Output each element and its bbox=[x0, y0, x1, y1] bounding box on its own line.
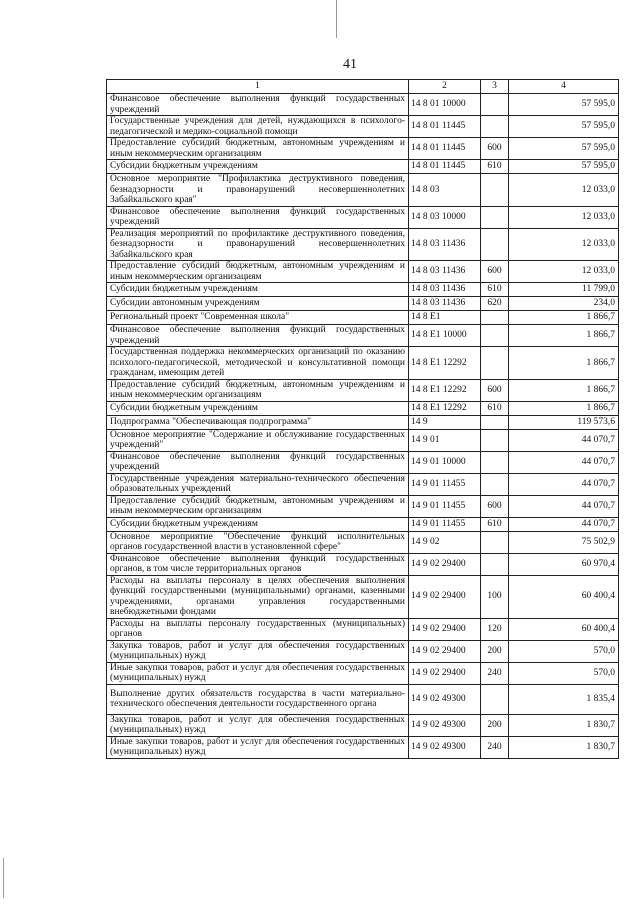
row-name-cell: Субсидии бюджетным учреждениям bbox=[107, 283, 409, 297]
row-expense-type-cell bbox=[481, 684, 509, 714]
table-header-row bbox=[107, 80, 619, 94]
page-number: 41 bbox=[343, 57, 357, 72]
table-row bbox=[107, 618, 619, 640]
table-row bbox=[107, 429, 619, 451]
table-row bbox=[107, 379, 619, 401]
row-expense-type-cell: 200 bbox=[481, 640, 509, 662]
row-expense-type-cell: 100 bbox=[481, 575, 509, 618]
table-row bbox=[107, 116, 619, 138]
column-header: 2 bbox=[409, 80, 481, 94]
row-name-cell: Основное мероприятие "Профилактика деструктивного поведения, безнадзорности и правонарушений несовершеннолетних Забайкальского края" bbox=[107, 174, 409, 207]
row-amount-cell: 1 866,7 bbox=[509, 311, 619, 325]
scan-mark-left bbox=[3, 858, 4, 898]
table-row bbox=[107, 138, 619, 160]
row-amount-cell: 570,0 bbox=[509, 640, 619, 662]
row-expense-type-cell: 600 bbox=[481, 261, 509, 283]
row-code-cell: 14 9 01 11455 bbox=[409, 473, 481, 495]
row-amount-cell: 1 830,7 bbox=[509, 736, 619, 758]
row-amount-cell: 60 970,4 bbox=[509, 553, 619, 575]
row-expense-type-cell bbox=[481, 228, 509, 261]
table-row bbox=[107, 297, 619, 311]
row-amount-cell: 60 400,4 bbox=[509, 575, 619, 618]
row-code-cell: 14 9 02 29400 bbox=[409, 662, 481, 684]
row-expense-type-cell bbox=[481, 451, 509, 473]
column-header: 1 bbox=[107, 80, 409, 94]
row-code-cell: 14 9 01 11455 bbox=[409, 517, 481, 531]
row-amount-cell: 1 866,7 bbox=[509, 347, 619, 380]
row-amount-cell: 57 595,0 bbox=[509, 160, 619, 174]
row-code-cell: 14 8 03 11436 bbox=[409, 297, 481, 311]
table-row bbox=[107, 684, 619, 714]
row-expense-type-cell: 120 bbox=[481, 618, 509, 640]
row-amount-cell: 57 595,0 bbox=[509, 116, 619, 138]
row-amount-cell: 1 866,7 bbox=[509, 401, 619, 415]
row-expense-type-cell bbox=[481, 429, 509, 451]
table-row bbox=[107, 415, 619, 429]
row-expense-type-cell: 600 bbox=[481, 495, 509, 517]
table-row bbox=[107, 662, 619, 684]
row-code-cell: 14 9 02 29400 bbox=[409, 553, 481, 575]
column-header: 3 bbox=[481, 80, 509, 94]
row-code-cell: 14 8 E1 bbox=[409, 311, 481, 325]
row-expense-type-cell bbox=[481, 174, 509, 207]
row-name-cell: Субсидии бюджетным учреждениям bbox=[107, 517, 409, 531]
table-row bbox=[107, 401, 619, 415]
table-row bbox=[107, 283, 619, 297]
row-code-cell: 14 8 03 11436 bbox=[409, 283, 481, 297]
row-code-cell: 14 9 bbox=[409, 415, 481, 429]
table-row bbox=[107, 325, 619, 347]
table-row bbox=[107, 575, 619, 618]
row-name-cell: Предоставление субсидий бюджетным, автономным учреждениям и иным некоммерческим организациям bbox=[107, 379, 409, 401]
row-name-cell: Предоставление субсидий бюджетным, автономным учреждениям и иным некоммерческим организациям bbox=[107, 495, 409, 517]
table-row bbox=[107, 553, 619, 575]
row-expense-type-cell bbox=[481, 531, 509, 553]
row-expense-type-cell: 600 bbox=[481, 379, 509, 401]
row-expense-type-cell: 610 bbox=[481, 283, 509, 297]
row-name-cell: Основное мероприятие "Обеспечение функций исполнительных органов государственной власти в установленной сфере" bbox=[107, 531, 409, 553]
column-header: 4 bbox=[509, 80, 619, 94]
row-amount-cell: 570,0 bbox=[509, 662, 619, 684]
row-code-cell: 14 8 03 11436 bbox=[409, 228, 481, 261]
row-name-cell: Финансовое обеспечение выполнения функций государственных учреждений bbox=[107, 94, 409, 116]
table-row bbox=[107, 94, 619, 116]
row-expense-type-cell: 200 bbox=[481, 714, 509, 736]
row-name-cell: Подпрограмма "Обеспечивающая подпрограмма" bbox=[107, 415, 409, 429]
row-expense-type-cell: 620 bbox=[481, 297, 509, 311]
row-expense-type-cell bbox=[481, 325, 509, 347]
row-code-cell: 14 9 02 49300 bbox=[409, 714, 481, 736]
row-amount-cell: 11 799,0 bbox=[509, 283, 619, 297]
row-code-cell: 14 8 E1 10000 bbox=[409, 325, 481, 347]
table-row bbox=[107, 206, 619, 228]
table-row bbox=[107, 228, 619, 261]
row-expense-type-cell bbox=[481, 206, 509, 228]
row-name-cell: Государственная поддержка некоммерческих организаций по оказанию психолого-педагогической, методической и консультативной помощи гражданам, имеющим детей bbox=[107, 347, 409, 380]
row-code-cell: 14 8 03 bbox=[409, 174, 481, 207]
row-name-cell: Предоставление субсидий бюджетным, автономным учреждениям и иным некоммерческим организациям bbox=[107, 138, 409, 160]
table-row bbox=[107, 160, 619, 174]
row-expense-type-cell: 610 bbox=[481, 401, 509, 415]
row-amount-cell: 44 070,7 bbox=[509, 473, 619, 495]
row-expense-type-cell: 240 bbox=[481, 662, 509, 684]
row-code-cell: 14 8 03 11436 bbox=[409, 261, 481, 283]
row-code-cell: 14 9 02 bbox=[409, 531, 481, 553]
row-code-cell: 14 8 E1 12292 bbox=[409, 379, 481, 401]
row-amount-cell: 234,0 bbox=[509, 297, 619, 311]
row-amount-cell: 44 070,7 bbox=[509, 451, 619, 473]
row-amount-cell: 1 830,7 bbox=[509, 714, 619, 736]
row-amount-cell: 1 835,4 bbox=[509, 684, 619, 714]
row-amount-cell: 75 502,9 bbox=[509, 531, 619, 553]
row-code-cell: 14 8 01 11445 bbox=[409, 160, 481, 174]
row-expense-type-cell bbox=[481, 116, 509, 138]
row-name-cell: Выполнение других обязательств государства в части материально-технического обеспечения деятельности государственного органа bbox=[107, 684, 409, 714]
row-amount-cell: 57 595,0 bbox=[509, 138, 619, 160]
row-name-cell: Расходы на выплаты персоналу государственных (муниципальных) органов bbox=[107, 618, 409, 640]
row-amount-cell: 12 033,0 bbox=[509, 261, 619, 283]
table-row bbox=[107, 714, 619, 736]
table-row bbox=[107, 473, 619, 495]
row-code-cell: 14 8 01 10000 bbox=[409, 94, 481, 116]
row-amount-cell: 60 400,4 bbox=[509, 618, 619, 640]
row-code-cell: 14 8 01 11445 bbox=[409, 138, 481, 160]
table-row bbox=[107, 311, 619, 325]
row-name-cell: Предоставление субсидий бюджетным, автономным учреждениям и иным некоммерческим организациям bbox=[107, 261, 409, 283]
row-name-cell: Государственные учреждения для детей, нуждающихся в психолого-педагогической и медико-социальной помощи bbox=[107, 116, 409, 138]
table-row bbox=[107, 261, 619, 283]
row-name-cell: Государственные учреждения материально-технического обеспечения образовательных учреждений bbox=[107, 473, 409, 495]
row-amount-cell: 44 070,7 bbox=[509, 495, 619, 517]
row-name-cell: Финансовое обеспечение выполнения функций государственных учреждений bbox=[107, 451, 409, 473]
row-code-cell: 14 9 01 10000 bbox=[409, 451, 481, 473]
row-code-cell: 14 9 02 29400 bbox=[409, 640, 481, 662]
row-expense-type-cell bbox=[481, 311, 509, 325]
row-code-cell: 14 9 02 49300 bbox=[409, 736, 481, 758]
row-amount-cell: 1 866,7 bbox=[509, 379, 619, 401]
row-amount-cell: 12 033,0 bbox=[509, 206, 619, 228]
row-amount-cell: 12 033,0 bbox=[509, 228, 619, 261]
row-expense-type-cell: 240 bbox=[481, 736, 509, 758]
row-amount-cell: 119 573,6 bbox=[509, 415, 619, 429]
row-name-cell: Закупка товаров, работ и услуг для обеспечения государственных (муниципальных) нужд bbox=[107, 714, 409, 736]
row-expense-type-cell bbox=[481, 347, 509, 380]
budget-table bbox=[106, 79, 619, 759]
table-row bbox=[107, 517, 619, 531]
row-expense-type-cell bbox=[481, 415, 509, 429]
row-expense-type-cell bbox=[481, 94, 509, 116]
table-row bbox=[107, 736, 619, 758]
row-name-cell: Субсидии автономным учреждениям bbox=[107, 297, 409, 311]
row-code-cell: 14 9 01 bbox=[409, 429, 481, 451]
row-expense-type-cell bbox=[481, 553, 509, 575]
row-amount-cell: 57 595,0 bbox=[509, 94, 619, 116]
row-name-cell: Основное мероприятие "Содержание и обслуживание государственных учреждений" bbox=[107, 429, 409, 451]
row-code-cell: 14 9 02 29400 bbox=[409, 575, 481, 618]
row-name-cell: Субсидии бюджетным учреждениям bbox=[107, 401, 409, 415]
row-name-cell: Расходы на выплаты персоналу в целях обеспечения выполнения функций государственными (муниципальными) органами, казенными учреждениями, органами управления государственными внебюджетными фондами bbox=[107, 575, 409, 618]
scan-mark-top bbox=[336, 0, 337, 38]
table-row bbox=[107, 640, 619, 662]
table-row bbox=[107, 451, 619, 473]
row-code-cell: 14 9 02 29400 bbox=[409, 618, 481, 640]
row-name-cell: Закупка товаров, работ и услуг для обеспечения государственных (муниципальных) нужд bbox=[107, 640, 409, 662]
table-row bbox=[107, 495, 619, 517]
row-amount-cell: 1 866,7 bbox=[509, 325, 619, 347]
row-code-cell: 14 8 01 11445 bbox=[409, 116, 481, 138]
row-amount-cell: 12 033,0 bbox=[509, 174, 619, 207]
row-name-cell: Субсидии бюджетным учреждениям bbox=[107, 160, 409, 174]
table-row bbox=[107, 531, 619, 553]
row-name-cell: Иные закупки товаров, работ и услуг для обеспечения государственных (муниципальных) нужд bbox=[107, 662, 409, 684]
row-name-cell: Финансовое обеспечение выполнения функций государственных учреждений bbox=[107, 206, 409, 228]
row-name-cell: Финансовое обеспечение выполнения функций государственных органов, в том числе территориальных органов bbox=[107, 553, 409, 575]
table-row bbox=[107, 174, 619, 207]
row-amount-cell: 44 070,7 bbox=[509, 517, 619, 531]
row-expense-type-cell: 600 bbox=[481, 138, 509, 160]
row-expense-type-cell: 610 bbox=[481, 517, 509, 531]
row-name-cell: Реализация мероприятий по профилактике деструктивного поведения, безнадзорности и правонарушений несовершеннолетних Забайкальского края bbox=[107, 228, 409, 261]
row-expense-type-cell: 610 bbox=[481, 160, 509, 174]
row-expense-type-cell bbox=[481, 473, 509, 495]
row-code-cell: 14 8 03 10000 bbox=[409, 206, 481, 228]
row-code-cell: 14 8 E1 12292 bbox=[409, 347, 481, 380]
row-name-cell: Иные закупки товаров, работ и услуг для обеспечения государственных (муниципальных) нужд bbox=[107, 736, 409, 758]
row-name-cell: Финансовое обеспечение выполнения функций государственных учреждений bbox=[107, 325, 409, 347]
row-code-cell: 14 8 E1 12292 bbox=[409, 401, 481, 415]
row-code-cell: 14 9 02 49300 bbox=[409, 684, 481, 714]
row-amount-cell: 44 070,7 bbox=[509, 429, 619, 451]
row-code-cell: 14 9 01 11455 bbox=[409, 495, 481, 517]
row-name-cell: Региональный проект "Современная школа" bbox=[107, 311, 409, 325]
table-row bbox=[107, 347, 619, 380]
